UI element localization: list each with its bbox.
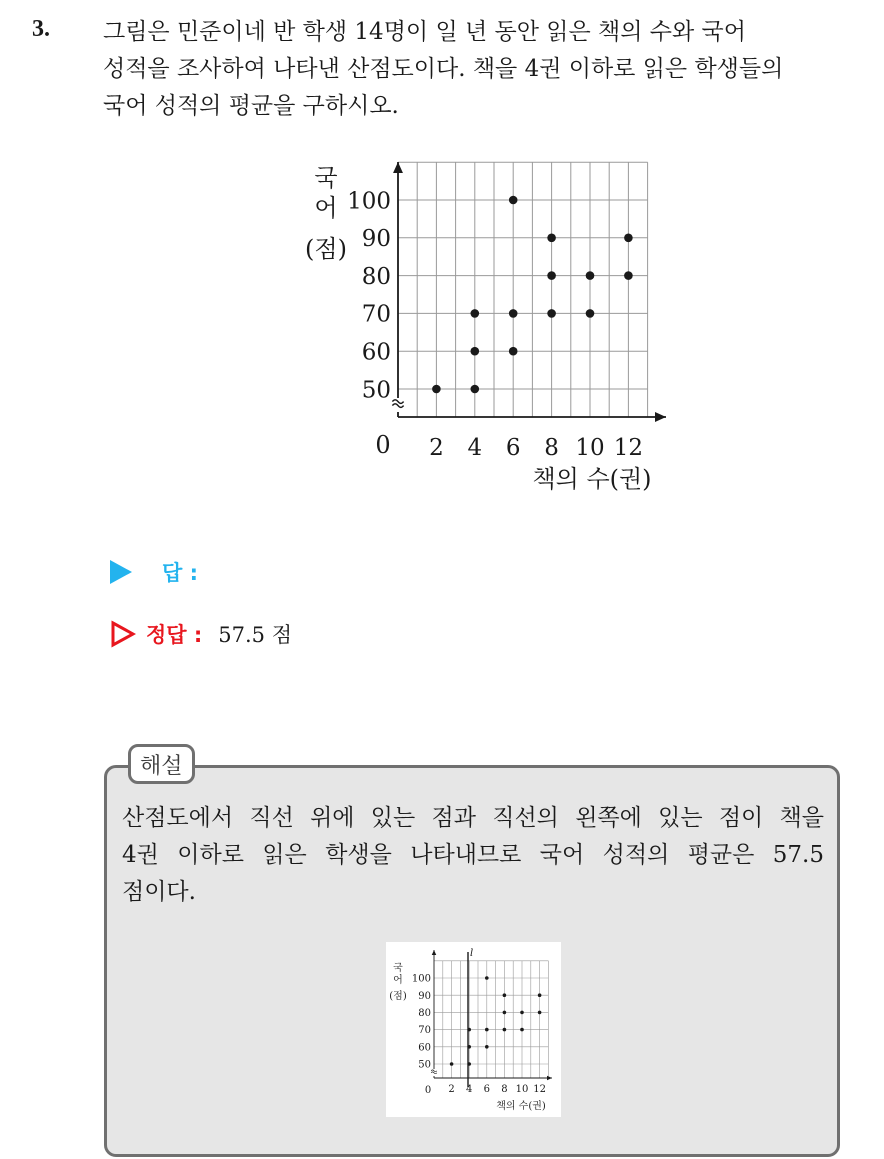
question-line: 국어 성적의 평균을 구하시오.: [103, 93, 399, 119]
x-tick-label: 10: [515, 1084, 529, 1095]
data-point: [547, 271, 556, 280]
x-axis-label: 책의 수(권): [532, 465, 652, 493]
axis-break-mark: [431, 1072, 437, 1074]
data-point: [547, 309, 556, 318]
y-axis-label-2: 어: [314, 194, 338, 222]
correct-answer-row: [110, 614, 292, 654]
data-point: [538, 993, 542, 997]
x-axis-arrow: [547, 1076, 552, 1081]
x-tick-label: 12: [613, 435, 644, 461]
thumb-axes: [431, 950, 552, 1080]
data-point: [538, 1011, 542, 1015]
data-point: [485, 1028, 489, 1032]
thumb-y-label-1: 국: [393, 963, 403, 974]
data-point: [471, 385, 480, 394]
data-point: [471, 347, 480, 356]
data-point: [509, 309, 518, 318]
x-axis-arrow: [655, 412, 666, 422]
explanation-tab: 해설: [128, 744, 195, 784]
x-tick-label: 4: [466, 1084, 473, 1095]
answer-label: 답 :: [162, 561, 198, 585]
explanation-line: 산점도에서 직선 위에 있는 점과 직선의 왼쪽에 있는 점이 책을: [122, 805, 824, 831]
y-axis-label-1: 국: [314, 164, 338, 192]
thumb-x-label: 책의 수(권): [496, 1101, 546, 1112]
answer-row: [110, 552, 198, 592]
axis-break-mark: [431, 1070, 437, 1072]
x-tick-label: 12: [533, 1084, 546, 1095]
x-tick-label: 4: [467, 435, 483, 461]
axis-break-mark: [392, 400, 403, 404]
x-tick-label: 2: [429, 435, 444, 461]
y-tick-label: 70: [361, 301, 391, 328]
data-point: [586, 309, 595, 318]
data-point: [520, 1011, 524, 1015]
y-axis-arrow: [432, 950, 437, 955]
y-tick-label: 60: [418, 1042, 431, 1054]
x-tick-label: 2: [448, 1084, 455, 1095]
thumb-line-label: l: [470, 948, 474, 959]
question-number: 3.: [32, 16, 50, 42]
explanation-line: 4권 이하로 읽은 학생을 나타내므로 국어 성적의 평균은 57.5: [122, 842, 824, 868]
data-point: [547, 234, 556, 243]
x-tick-label: 8: [501, 1084, 508, 1095]
correct-answer-value: 57.5 점: [218, 623, 293, 647]
y-tick-label: 100: [411, 973, 431, 985]
x-tick-label: 6: [505, 435, 521, 461]
explanation-text: [122, 800, 824, 911]
data-point: [485, 1045, 489, 1049]
play-triangle-icon: [110, 560, 132, 584]
data-point: [471, 309, 480, 318]
question-text: [103, 14, 863, 125]
chart-tick-labels: [347, 188, 643, 461]
data-point: [503, 1011, 507, 1015]
y-tick-label: 50: [361, 377, 391, 404]
y-tick-label: 80: [418, 1008, 431, 1019]
data-point: [520, 1028, 524, 1032]
data-point: [503, 993, 507, 997]
data-point: [624, 234, 633, 243]
thumb-y-label-3: (점): [389, 991, 407, 1002]
question-line: 그림은 민준이네 반 학생 14명이 일 년 동안 읽은 책의 수와 국어: [103, 19, 746, 45]
y-axis-arrow: [393, 162, 403, 173]
chart-axes: [392, 162, 666, 422]
data-point: [509, 196, 518, 205]
thumb-grid: [434, 961, 548, 1078]
y-axis-label-3: (점): [305, 235, 347, 263]
thumb-tick-labels: [412, 974, 546, 1095]
data-point: [485, 976, 489, 980]
correct-answer-label: 정답 :: [146, 623, 203, 647]
data-point: [450, 1062, 454, 1066]
explanation-line: 점이다.: [122, 879, 196, 905]
thumb-origin-label: 0: [424, 1085, 432, 1096]
x-tick-label: 10: [575, 435, 605, 461]
y-tick-label: 80: [361, 263, 391, 290]
data-point: [509, 347, 518, 356]
x-tick-label: 8: [544, 435, 559, 461]
thumb-scatter-plot: [386, 942, 561, 1117]
y-tick-label: 90: [418, 990, 431, 1002]
data-point: [432, 385, 441, 394]
y-tick-label: 60: [361, 339, 391, 366]
axis-break-mark: [392, 404, 403, 408]
origin-label: 0: [375, 431, 391, 459]
explanation-figure: [386, 942, 561, 1117]
y-tick-label: 90: [361, 226, 391, 253]
data-point: [503, 1028, 507, 1032]
y-tick-label: 70: [418, 1025, 431, 1037]
question-line: 성적을 조사하여 나타낸 산점도이다. 책을 4권 이하로 읽은 학생들의: [103, 56, 784, 82]
scatter-plot: [290, 150, 690, 500]
thumb-y-label-2: 어: [393, 975, 403, 986]
outline-triangle-icon: [110, 620, 136, 648]
data-point: [624, 271, 633, 280]
y-tick-label: 50: [418, 1059, 431, 1071]
x-tick-label: 6: [483, 1084, 490, 1095]
data-point: [586, 271, 595, 280]
y-tick-label: 100: [347, 188, 391, 215]
chart-grid: [398, 162, 648, 417]
